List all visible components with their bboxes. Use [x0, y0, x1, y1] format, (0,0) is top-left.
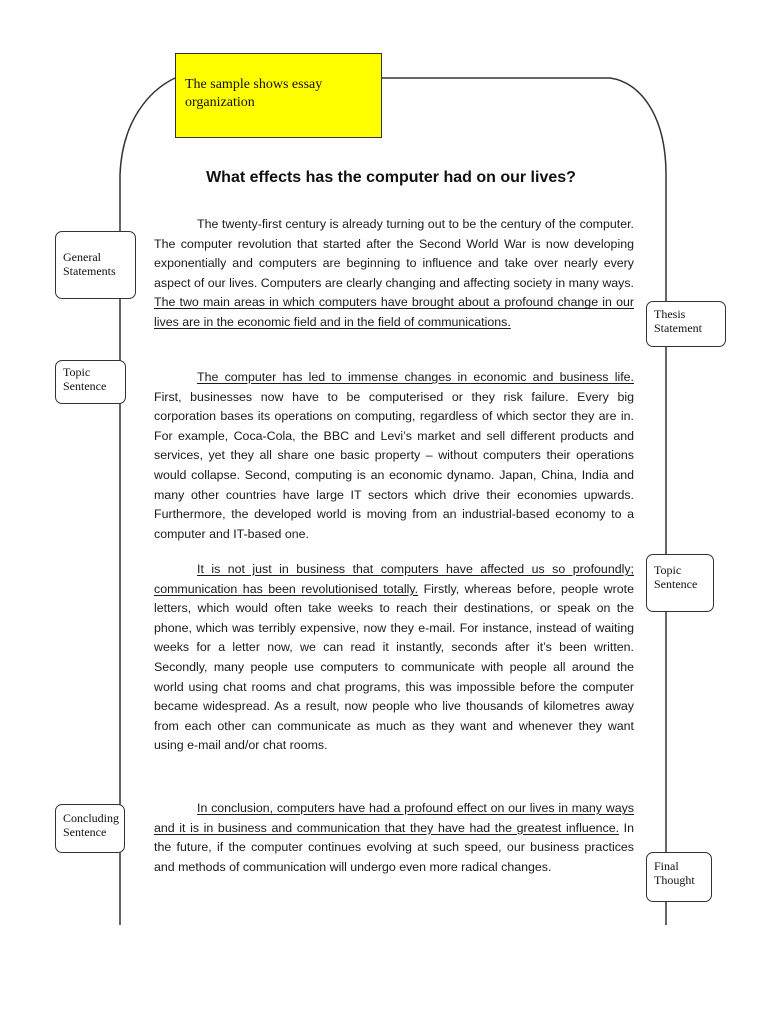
paragraph-body-2 — [154, 560, 634, 756]
sample-note — [175, 53, 382, 138]
label-final-thought: Final Thought — [646, 852, 712, 902]
label-thesis-statement: Thesis Statement — [646, 301, 726, 347]
label-concluding-sentence: Concluding Sentence — [55, 804, 125, 853]
paragraph-introduction — [154, 215, 634, 333]
topic-sentence-2: It is not just in business that computers have affected us so profoundly; communication has been revolutionised totally. — [154, 562, 634, 596]
concluding-sentence: In conclusion, computers have had a profound effect on our lives in many ways and it is in business and communication that they have had the greatest influence. — [154, 801, 634, 835]
label-topic-sentence-1: Topic Sentence — [55, 360, 126, 404]
sample-note-text: The sample shows essay organization — [185, 77, 323, 110]
paragraph-conclusion — [154, 799, 634, 877]
conclusion-text: In the future, if the computer continues evolving at such speed, our business practices and methods of communication will undergo even more radical changes. — [154, 820, 634, 874]
body-2-text: Firstly, whereas before, people wrote letters, which would often take weeks to reach their destinations, or speak on the phone, which was terribly expensive, now they e-mail. For instance, instead of waiting weeks for a letter now, we can read it instantly, seconds after it’s been written. Secondly, many people use computers to communicate with people all around the world using chat rooms and chat programs, this was impossible before the computer became widespread. As a result, now people who live thousands of kilometres away from each other can communicate as much as they want and whenever they want using e-mail and/or chat rooms. — [154, 581, 634, 753]
label-topic-sentence-2: Topic Sentence — [646, 554, 714, 612]
topic-sentence-1: The computer has led to immense changes in economic and business life. — [197, 370, 634, 384]
body-1-text: First, businesses now have to be computerised or they risk failure. Every big corporation bases its operations on computing, regardless of which sector they are in. For example, Coca-Cola, the BBC and Levi’s market and sell different products and services, yet they all share one basic property – without computers their operations would collapse. Second, computing is an economic dynamo. Japan, China, India and many other countries have large IT sectors which drive their economies upwards. Furthermore, the developed world is moving from an industrial-based economy to a computer and IT-based one. — [154, 389, 634, 541]
paragraph-body-1 — [154, 368, 634, 544]
thesis-sentence: The two main areas in which computers have brought about a profound change in our lives are in the economic field and in the field of communications. — [154, 295, 634, 329]
essay-title: What effects has the computer had on our lives? — [206, 169, 576, 186]
intro-text: The twenty-first century is already turning out to be the century of the computer. The computer revolution that started after the Second World War is now developing exponentially and computers are beginning to influence and take over nearly every aspect of our lives. Computers are clearly changing and affecting society in many ways. — [154, 217, 634, 290]
label-general-statements: General Statements — [55, 231, 136, 299]
